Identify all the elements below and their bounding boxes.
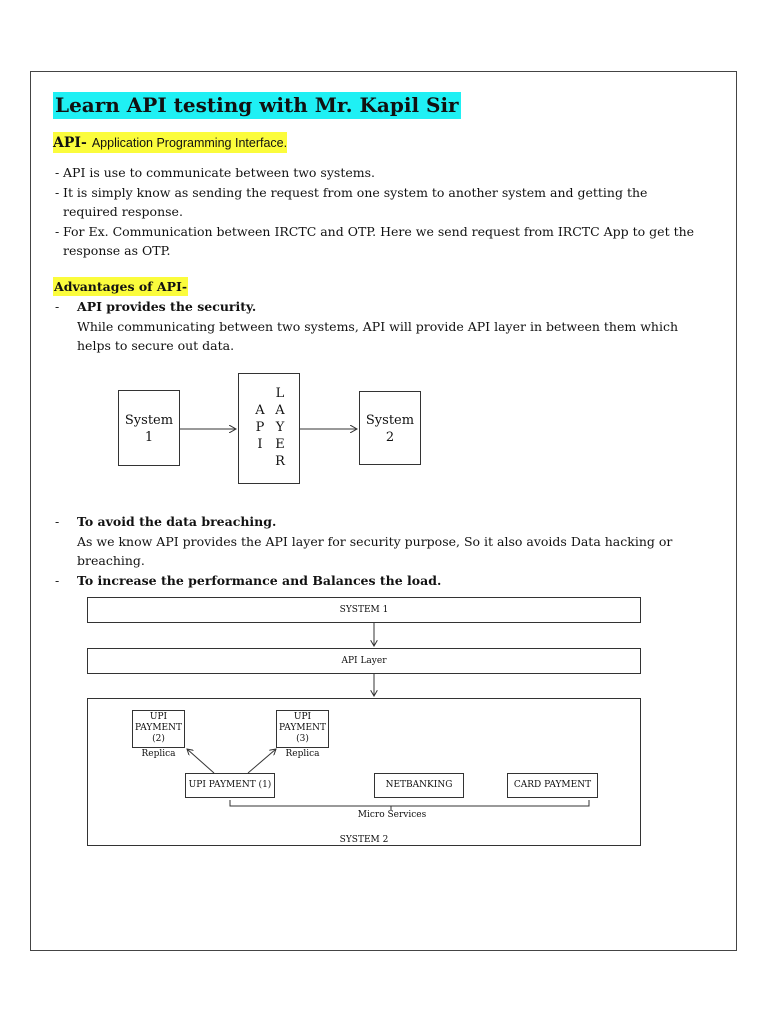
diagram2-api-layer-box: API Layer [87, 648, 641, 674]
micro-services-bracket [230, 800, 589, 806]
card-payment-box: CARD PAYMENT [507, 773, 598, 798]
intro-point: - For Ex. Communication between IRCTC and OTP. Here we send request from IRCTC App to get the response as OTP. [55, 223, 695, 258]
arrow-upi1-to-upi2 [187, 749, 214, 773]
api-definition-text: Application Programming Interface. [91, 136, 288, 150]
advantage-item: - To avoid the data breaching. As we know API provides the API layer for security purpose, So it also avoids Data hacking or breaching. - To increase the performance and Balances the load. [55, 512, 705, 590]
advantage-item: - API provides the security. While communicating between two systems, API will provide API layer in between them which helps to secure out data. [55, 297, 705, 356]
api-column: A P I [255, 403, 265, 452]
upi-payment-2-box: UPI PAYMENT (2) [132, 710, 185, 748]
api-term: API- [53, 135, 87, 151]
advantage-title: To avoid the data breaching. [77, 514, 277, 529]
diagram1-system1-box: System 1 [118, 390, 180, 466]
upi-payment-3-box: UPI PAYMENT (3) [276, 710, 329, 748]
advantage-title: API provides the security. [77, 299, 257, 314]
advantage-title: To increase the performance and Balances the load. [77, 572, 442, 588]
diagram2-system2-label: SYSTEM 2 [339, 835, 389, 845]
replica-label: Replica [285, 749, 320, 759]
replica-label: Replica [141, 749, 176, 759]
advantage-text: While communicating between two systems, API will provide API layer in between them which helps to secure out data. [77, 318, 679, 353]
arrow-upi1-to-upi3 [248, 749, 276, 773]
advantage-text: As we know API provides the API layer for security purpose, So it also avoids Data hacking or breaching. [77, 533, 673, 568]
intro-point: - API is use to communicate between two systems. [55, 165, 375, 180]
page-title: Learn API testing with Mr. Kapil Sir [55, 93, 459, 117]
micro-services-label: Micro Services [357, 810, 427, 820]
upi-payment-1-box: UPI PAYMENT (1) [185, 773, 275, 798]
intro-point: - It is simply know as sending the request from one system to another system and getting the required response. [55, 184, 648, 219]
netbanking-box: NETBANKING [374, 773, 464, 798]
diagram2-system1-box: SYSTEM 1 [87, 597, 641, 623]
diagram1-system2-box: System 2 [359, 391, 421, 465]
layer-column: L A Y E R [275, 386, 285, 469]
advantages-heading: Advantages of API- [54, 279, 188, 294]
